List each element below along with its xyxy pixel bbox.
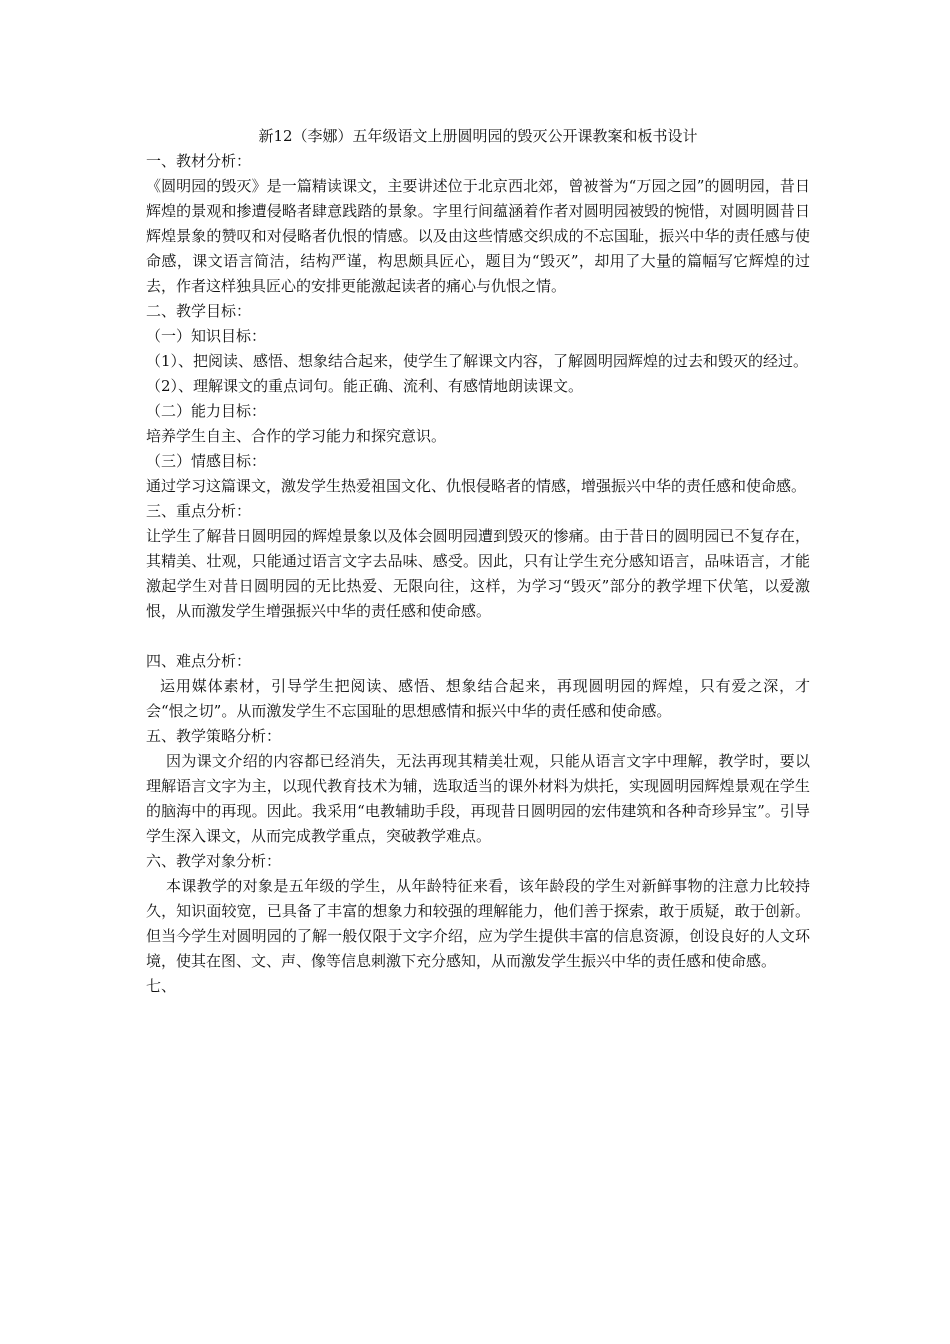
section-body-student-analysis: 本课教学的对象是五年级的学生，从年龄特征来看，该年龄段的学生对新鲜事物的注意力比较持久，知识面较宽，已具备了丰富的想象力和较强的理解能力，他们善于探索，敢于质疑，敢于创新。但当今学生对圆明园的了解一般仅限于文字介绍，应为学生提供丰富的信息资源，创设良好的人文环境，使其在图、文、声、像等信息刺激下充分感知，从而激发学生振兴中华的责任感和使命感。 [146,877,810,970]
section-heading-teaching-strategy: 五、教学策略分析： [146,727,282,745]
section-heading-seven: 七、 [146,977,177,995]
section-body-teaching-strategy: 因为课文介绍的内容都已经消失，无法再现其精美壮观，只能从语言文字中理解，教学时，要以理解语言文字为主，以现代教育技术为辅，选取适当的课外材料为烘托，实现圆明园辉煌景观在学生的脑海中的再现。因此。我采用“电教辅助手段，再现昔日圆明园的宏伟建筑和各种奇珍异宝”。引导学生深入课文，从而完成教学重点，突破教学难点。 [146,752,810,845]
subheading-knowledge-goals: （一）知识目标： [146,327,267,345]
section-heading-key-points: 三、重点分析： [146,502,252,520]
ability-goals-body: 培养学生自主、合作的学习能力和探究意识。 [146,427,447,445]
subheading-emotion-goals: （三）情感目标： [146,452,267,470]
document-page [146,124,810,999]
section-heading-difficulties: 四、难点分析： [146,652,252,670]
emotion-goals-body: 通过学习这篇课文，激发学生热爱祖国文化、仇恨侵略者的情感，增强振兴中华的责任感和使命感。 [146,477,807,495]
section-heading-teaching-goals: 二、教学目标： [146,302,252,320]
subheading-ability-goals: （二）能力目标： [146,402,267,420]
section-heading-textbook-analysis: 一、教材分析： [146,152,252,170]
section-body-textbook-analysis: 《圆明园的毁灭》是一篇精读课文，主要讲述位于北京西北郊，曾被誉为“万园之园”的圆明园，昔日辉煌的景观和掺遭侵略者肆意践踏的景象。字里行间蕴涵着作者对圆明园被毁的惋惜，对圆明圆昔日辉煌景象的赞叹和对侵略者仇恨的情感。以及由这些情感交织成的不忘国耻，振兴中华的责任感与使命感，课文语言简洁，结构严谨，构思颇具匠心，题目为“毁灭”，却用了大量的篇幅写它辉煌的过去，作者这样独具匠心的安排更能激起读者的痛心与仇恨之情。 [146,177,810,295]
blank-line [146,624,810,649]
knowledge-goal-item-1: （1）、把阅读、感悟、想象结合起来，使学生了解课文内容，了解圆明园辉煌的过去和毁灭的经过。 [146,352,809,370]
section-body-key-points: 让学生了解昔日圆明园的辉煌景象以及体会圆明园遭到毁灭的惨痛。由于昔日的圆明园已不复存在，其精美、壮观，只能通过语言文字去品味、感受。因此，只有让学生充分感知语言，品味语言，才能激起学生对昔日圆明园的无比热爱、无限向往，这样，为学习“毁灭”部分的教学埋下伏笔，以爱激恨，从而激发学生增强振兴中华的责任感和使命感。 [146,527,810,620]
document-title: 新12（李娜）五年级语文上册圆明园的毁灭公开课教案和板书设计 [258,127,698,145]
section-body-difficulties: 运用媒体素材，引导学生把阅读、感悟、想象结合起来，再现圆明园的辉煌，只有爱之深，才会“恨之切”。从而激发学生不忘国耻的思想感情和振兴中华的责任感和使命感。 [146,677,810,720]
section-heading-student-analysis: 六、教学对象分析： [146,852,282,870]
knowledge-goal-item-2: （2）、理解课文的重点词句。能正确、流利、有感情地朗读课文。 [146,377,584,395]
